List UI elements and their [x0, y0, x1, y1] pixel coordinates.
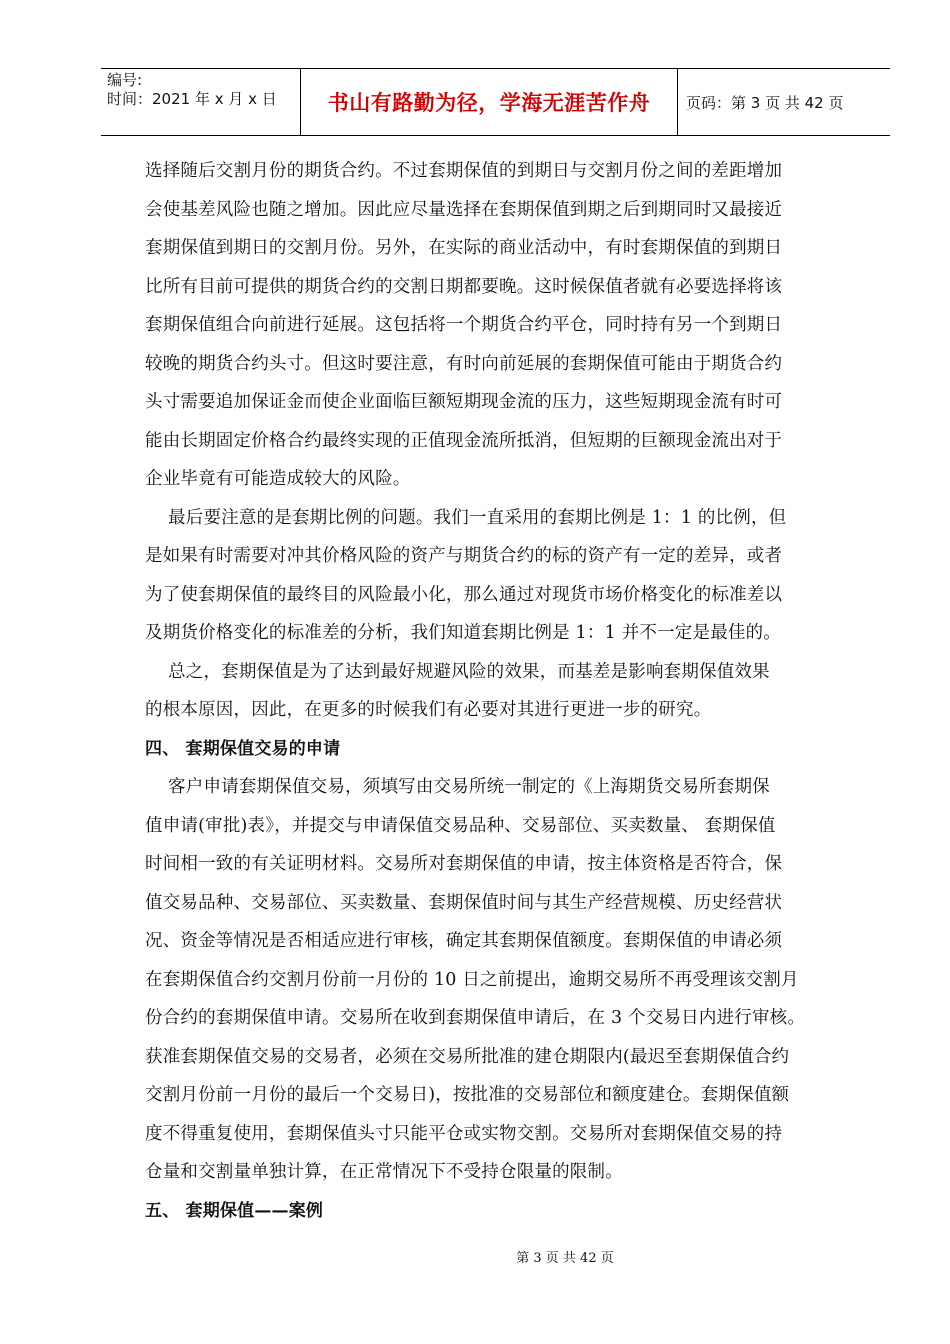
text-line: 能由长期固定价格合约最终实现的正值现金流所抵消，但短期的巨额现金流出对于 [145, 430, 783, 451]
header-page-number: 页码：第 3 页 共 42 页 [686, 93, 844, 112]
page-footer: 第 3 页 共 42 页 [516, 1251, 614, 1266]
text-line: 客户申请套期保值交易，须填写由交易所统一制定的《上海期货交易所套期保 [145, 777, 770, 797]
header-meta [101, 69, 301, 135]
text-line: 在套期保值合约交割月份前一月份的 10 日之前提出，逾期交易所不再受理该交割月 [145, 969, 799, 990]
section-heading-4: 四、 套期保值交易的申请 [145, 738, 341, 759]
text-line: 较晚的期货合约头寸。但这时要注意，有时向前延展的套期保值可能由于期货合约 [145, 353, 783, 374]
section-heading-5: 五、 套期保值——案例 [145, 1200, 324, 1221]
header-motto-cell [301, 69, 678, 135]
document-time-label: 时间：2021 年 x 月 x 日 [107, 90, 277, 108]
text-line: 及期货价格变化的标准差的分析，我们知道套期比例是 1：1 并不一定是最佳的。 [145, 623, 781, 643]
text-line: 企业毕竟有可能造成较大的风险。 [145, 469, 411, 489]
text-line: 值交易品种、交易部位、买卖数量、套期保值时间与其生产经营规模、历史经营状 [145, 892, 783, 913]
text-line: 交割月份前一月份的最后一个交易日)，按批准的交易部位和额度建仓。套期保值额 [145, 1085, 790, 1105]
page-header [101, 68, 890, 136]
text-line: 比所有目前可提供的期货合约的交割日期都要晚。这时候保值者就有必要选择将该 [145, 276, 783, 297]
text-line: 况、资金等情况是否相适应进行审核，确定其套期保值额度。套期保值的申请必须 [145, 931, 783, 951]
text-line: 份合约的套期保值申请。交易所在收到套期保值申请后，在 3 个交易日内进行审核。 [145, 1008, 806, 1028]
text-line: 选择随后交割月份的期货合约。不过套期保值的到期日与交割月份之间的差距增加 [145, 161, 783, 181]
text-line: 总之，套期保值是为了达到最好规避风险的效果，而基差是影响套期保值效果 [145, 661, 770, 682]
text-line: 最后要注意的是套期比例的问题。我们一直采用的套期比例是 1：1 的比例，但 [145, 507, 787, 528]
text-line: 头寸需要追加保证金而使企业面临巨额短期现金流的压力，这些短期现金流有时可 [145, 392, 783, 412]
text-line: 套期保值到期日的交割月份。另外，在实际的商业活动中，有时套期保值的到期日 [145, 238, 783, 258]
text-line: 的根本原因，因此，在更多的时候我们有必要对其进行更进一步的研究。 [145, 700, 712, 720]
text-line: 为了使套期保值的最终目的风险最小化，那么通过对现货市场价格变化的标准差以 [145, 584, 783, 605]
header-motto: 书山有路勤为径，学海无涯苦作舟 [327, 91, 651, 115]
text-line: 时间相一致的有关证明材料。交易所对套期保值的申请，按主体资格是否符合，保 [145, 854, 783, 874]
text-line: 获准套期保值交易的交易者，必须在交易所批准的建仓期限内(最迟至套期保值合约 [145, 1046, 790, 1067]
text-line: 仓量和交割量单独计算，在正常情况下不受持仓限量的限制。 [145, 1162, 623, 1182]
document-number-label: 编号: [107, 71, 143, 89]
document-body [145, 152, 865, 1230]
text-line: 会使基差风险也随之增加。因此应尽量选择在套期保值到期之后到期同时又最接近 [145, 199, 783, 220]
text-line: 值申请(审批)表》，并提交与申请保值交易品种、交易部位、买卖数量、 套期保值 [145, 815, 776, 836]
header-page-cell [678, 69, 890, 135]
text-line: 度不得重复使用，套期保值头寸只能平仓或实物交割。交易所对套期保值交易的持 [145, 1123, 783, 1144]
text-line: 套期保值组合向前进行延展。这包括将一个期货合约平仓，同时持有另一个到期日 [145, 315, 783, 335]
text-line: 是如果有时需要对冲其价格风险的资产与期货合约的标的资产有一定的差异，或者 [145, 546, 783, 566]
